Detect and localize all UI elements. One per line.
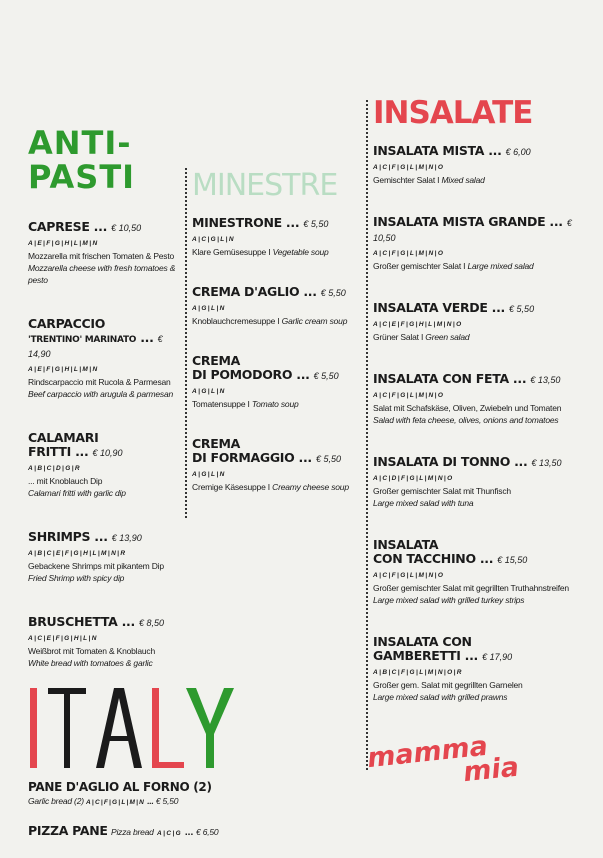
italy-logo xyxy=(28,684,238,770)
price-dots: ... xyxy=(90,529,112,544)
column-divider xyxy=(185,168,187,518)
insalate-title: INSALATE xyxy=(373,95,533,131)
item-name: INSALATA VERDE xyxy=(373,300,488,315)
item-desc-de: Mozzarella mit frischen Tomaten & Pesto xyxy=(28,251,175,261)
item-price: € 8,50 xyxy=(138,618,165,628)
item-description xyxy=(192,246,362,258)
mamma-mia-logo xyxy=(366,730,556,790)
menu-item xyxy=(192,437,362,493)
price-dots: ... xyxy=(545,214,567,229)
pizza-pane-item: PIZZA PANE Pizza bread A|C|G ... € 6,50 xyxy=(28,823,219,838)
item-name: BRUSCHETTA xyxy=(28,614,118,629)
price-dots: ... xyxy=(460,648,483,663)
item-price: € 5,50 xyxy=(313,371,339,381)
item-allergens: A|C|F|G|L|M|N xyxy=(86,799,146,806)
item-price: € 10,50 xyxy=(111,223,142,233)
item-name: CREMA DI POMODORO xyxy=(192,353,293,382)
item-desc-en: Large mixed salad xyxy=(467,261,534,271)
item-allergens: A|C|F|G|L|M|N|O xyxy=(373,250,445,257)
item-price: € 6,50 xyxy=(196,827,219,837)
item-name-line xyxy=(28,317,180,361)
item-name: INSALATA CON TACCHINO xyxy=(373,537,476,566)
mia-text: mia xyxy=(461,751,521,789)
item-name: CAPRESE xyxy=(28,219,90,234)
item-desc-en: Beef carpaccio with arugula & parmesan xyxy=(28,389,174,399)
item-desc-de: Rindscarpaccio mit Rucola & Parmesan xyxy=(28,377,171,387)
pane-aglio-item xyxy=(28,780,228,806)
item-name-line xyxy=(373,455,595,470)
item-desc: Garlic bread (2) xyxy=(28,796,84,806)
item-description xyxy=(192,481,362,493)
minestre-list xyxy=(192,216,362,520)
menu-item xyxy=(28,317,180,400)
item-allergens: A|C|G xyxy=(157,830,183,837)
insalate-column xyxy=(373,96,595,732)
price-dots: ... xyxy=(508,371,531,386)
item-price: € 13,90 xyxy=(111,533,142,543)
item-desc-en: Tomato soup xyxy=(251,399,299,409)
item-price: € 5,50 xyxy=(303,219,329,229)
item-allergens: A|G|L|N xyxy=(192,388,226,395)
desc-separator: I xyxy=(418,332,426,342)
item-name-line xyxy=(28,530,180,545)
item-desc-de: Knoblauchcremesuppe xyxy=(192,316,276,326)
item-desc-de: ... mit Knoblauch Dip xyxy=(28,476,103,486)
item-line: Garlic bread (2) A|C|F|G|L|M|N ... € 5,50 xyxy=(28,796,179,806)
price-dots: ... xyxy=(292,367,314,382)
desc-separator: I xyxy=(245,399,252,409)
item-name-line xyxy=(28,431,180,460)
price-dots: ... xyxy=(475,551,498,566)
menu-item xyxy=(192,285,362,327)
item-allergens: A|G|L|N xyxy=(192,305,226,312)
item-desc-de: Salat mit Schafskäse, Oliven, Zwiebeln und Tomaten xyxy=(373,403,562,413)
item-allergens: A|B|C|F|G|L|M|N|O|R xyxy=(373,669,463,676)
item-price: € 5,50 xyxy=(315,454,341,464)
menu-item xyxy=(373,372,595,426)
menu-item xyxy=(373,144,595,186)
item-allergens: A|C|D|F|G|L|M|N|O xyxy=(373,475,454,482)
item-desc-en: Large mixed salad with grilled prawns xyxy=(373,692,508,702)
price-dots: ... xyxy=(510,454,532,469)
item-desc-en: Mixed salad xyxy=(441,175,485,185)
item-desc-de: Cremige Käsesuppe xyxy=(192,482,266,492)
menu-item xyxy=(28,615,180,669)
item-desc-en: Vegetable soup xyxy=(272,247,329,257)
item-price: € 14,90 xyxy=(28,334,163,359)
item-desc-de: Großer gem. Salat mit gegrillten Garnelen xyxy=(373,680,523,690)
item-name-line xyxy=(28,615,180,630)
price-dots: ... xyxy=(299,284,321,299)
price-dots: ... xyxy=(89,219,112,234)
item-desc-de: Großer gemischter Salat mit gegrillten Truthahnstreifen xyxy=(373,583,569,593)
item-name: CREMA D'AGLIO xyxy=(192,284,300,299)
item-name-line xyxy=(28,220,180,235)
desc-separator: I xyxy=(275,316,282,326)
menu-item xyxy=(373,215,595,272)
desc-separator: I xyxy=(435,175,442,185)
item-name: INSALATA MISTA GRANDE xyxy=(373,214,546,229)
item-allergens: A|C|F|G|L|M|N|O xyxy=(373,572,445,579)
item-desc-en: Mozzarella cheese with fresh tomatoes & pesto xyxy=(28,263,176,285)
minestre-title: MINESTRE xyxy=(192,168,338,203)
desc-separator: I xyxy=(265,482,273,492)
price-dots: ... xyxy=(294,450,316,465)
item-name-line xyxy=(373,372,595,387)
antipasti-title: ANTI- PASTI xyxy=(28,124,136,196)
item-description xyxy=(373,174,595,186)
item-desc-de: Gebackene Shrimps mit pikantem Dip xyxy=(28,561,164,571)
italy-lettering xyxy=(28,684,238,770)
menu-item xyxy=(28,220,180,286)
item-name: CREMA DI FORMAGGIO xyxy=(192,436,295,465)
item-name-line xyxy=(373,301,595,316)
item-desc-en: Green salad xyxy=(425,332,470,342)
item-allergens: A|C|F|G|L|M|N|O xyxy=(373,392,445,399)
item-allergens: A|B|C|D|G|R xyxy=(28,465,82,472)
item-subtitle: 'TRENTINO' MARINATO xyxy=(28,335,137,345)
menu-item xyxy=(192,216,362,258)
item-allergens: A|C|G|L|N xyxy=(192,236,235,243)
item-name-line xyxy=(373,635,595,664)
price-dots: ... xyxy=(136,330,158,345)
insalate-list xyxy=(373,144,595,703)
item-name: CALAMARI FRITTI xyxy=(28,430,99,459)
price-dots: ... xyxy=(281,215,304,230)
item-allergens: A|G|L|N xyxy=(192,471,226,478)
item-desc: Pizza bread xyxy=(111,827,154,837)
desc-separator: I xyxy=(461,261,468,271)
item-desc-en: Fried Shrimp with spicy dip xyxy=(28,573,125,583)
item-price: € 13,50 xyxy=(530,375,561,385)
price-dots: ... xyxy=(484,143,506,158)
item-name: PANE D'AGLIO AL FORNO (2) xyxy=(28,780,212,794)
item-description xyxy=(192,315,362,327)
item-desc-en: Salad with feta cheese, olives, onions and tomatoes xyxy=(373,415,559,425)
item-price: € 10,90 xyxy=(92,448,123,458)
item-description xyxy=(373,331,595,343)
item-price: € 15,50 xyxy=(497,555,528,565)
item-name-line xyxy=(373,538,595,567)
item-name: INSALATA CON FETA xyxy=(373,371,509,386)
item-desc-en: Garlic cream soup xyxy=(281,316,348,326)
item-allergens: A|E|F|G|H|L|M|N xyxy=(28,366,99,373)
item-price: € 6,00 xyxy=(505,147,531,157)
item-desc-en: Large mixed salad with tuna xyxy=(373,498,474,508)
item-price: € 5,50 xyxy=(155,796,179,806)
item-price: € 13,50 xyxy=(531,458,562,468)
item-allergens: A|C|E|F|G|H|L|N xyxy=(28,635,98,642)
menu-item xyxy=(373,455,595,509)
item-description xyxy=(192,398,362,410)
item-name-line xyxy=(192,437,362,466)
item-desc-en: Calamari fritti with garlic dip xyxy=(28,488,126,498)
price-dots: ... xyxy=(71,444,93,459)
item-name-line xyxy=(192,354,362,383)
menu-item xyxy=(192,354,362,410)
menu-item xyxy=(373,635,595,703)
item-desc-de: Klare Gemüsesuppe xyxy=(192,247,267,257)
item-desc-de: Weißbrot mit Tomaten & Knoblauch xyxy=(28,646,155,656)
item-allergens: A|B|C|E|F|G|H|L|M|N|R xyxy=(28,550,127,557)
item-price: € 5,50 xyxy=(320,288,346,298)
menu-item xyxy=(373,538,595,606)
item-desc-en: White bread with tomatoes & garlic xyxy=(28,658,153,668)
desc-separator: I xyxy=(266,247,273,257)
item-desc-en: Large mixed salad with grilled turkey strips xyxy=(373,595,525,605)
item-price: € 5,50 xyxy=(509,304,535,314)
item-desc-en: Creamy cheese soup xyxy=(272,482,349,492)
mamma-text: mamma xyxy=(366,730,490,775)
item-desc-de: Grüner Salat xyxy=(373,332,419,342)
item-allergens: A|C|F|G|L|M|N|O xyxy=(373,164,445,171)
antipasti-list xyxy=(28,220,180,700)
item-desc-de: Tomatensuppe xyxy=(192,399,246,409)
item-description xyxy=(373,260,595,272)
item-name-line xyxy=(192,216,362,231)
item-allergens: A|E|F|G|H|L|M|N xyxy=(28,240,99,247)
menu-item xyxy=(28,431,180,499)
item-name-line xyxy=(192,285,362,300)
menu-item xyxy=(373,301,595,343)
item-price: € 10,50 xyxy=(373,218,572,243)
item-name: INSALATA DI TONNO xyxy=(373,454,511,469)
item-allergens: A|C|E|F|G|H|L|M|N|O xyxy=(373,321,463,328)
item-price: € 17,90 xyxy=(482,652,513,662)
item-desc-de: Großer gemischter Salat mit Thunfisch xyxy=(373,486,511,496)
item-desc-de: Großer gemischter Salat xyxy=(373,261,461,271)
item-desc-de: Gemischter Salat xyxy=(373,175,435,185)
item-name: INSALATA CON GAMBERETTI xyxy=(373,634,472,663)
menu-item xyxy=(28,530,180,584)
item-name-line xyxy=(373,144,595,159)
item-name: PIZZA PANE xyxy=(28,823,108,838)
price-dots: ... xyxy=(117,614,139,629)
item-name: MINESTRONE xyxy=(192,215,282,230)
price-dots: ... xyxy=(487,300,510,315)
item-name: SHRIMPS xyxy=(28,529,91,544)
item-name: INSALATA MISTA xyxy=(373,143,485,158)
item-name: CARPACCIO xyxy=(28,316,106,331)
column-divider xyxy=(366,100,368,770)
item-name-line xyxy=(373,215,595,245)
